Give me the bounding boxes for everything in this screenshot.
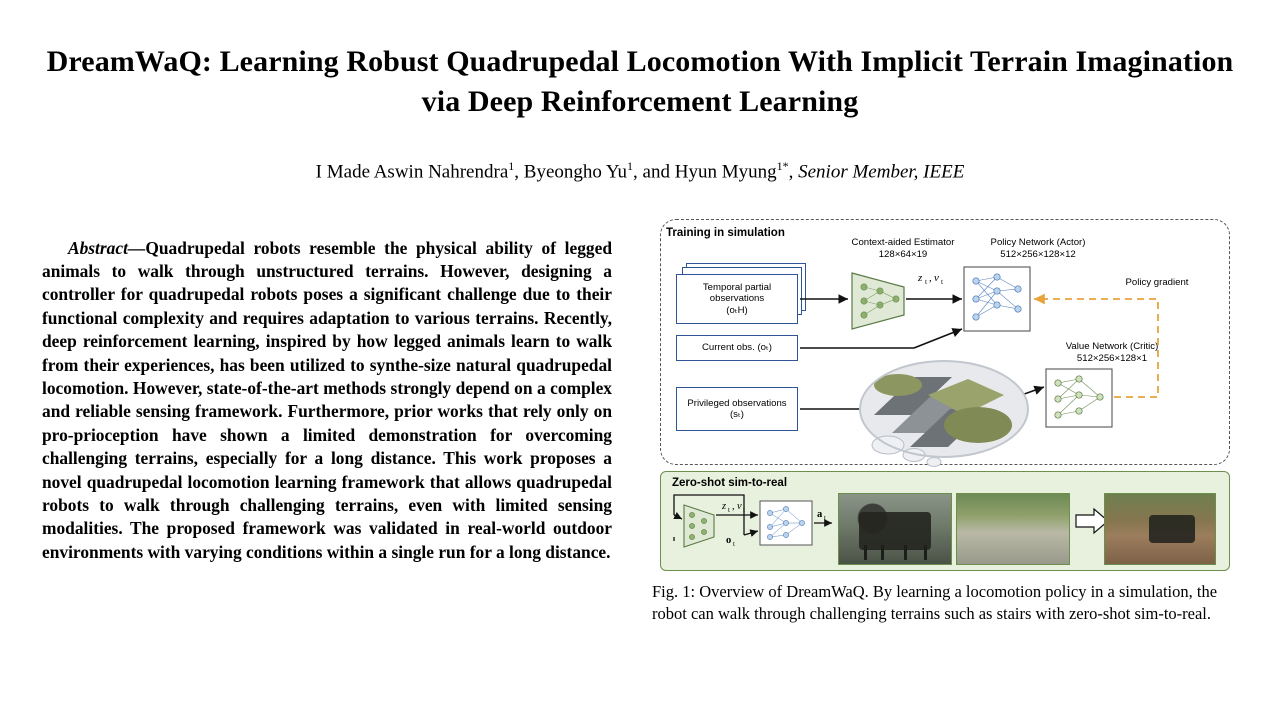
author-separator-2: , and: [633, 161, 675, 183]
current-observation-block: Current obs. (oₜ): [676, 335, 798, 361]
photo-real-robot-stairs: [1104, 493, 1216, 565]
author-2: Byeongho Yu: [523, 161, 628, 183]
svg-text:o: o: [726, 535, 732, 547]
svg-text:a: a: [817, 509, 823, 521]
author-separator-3: ,: [788, 161, 799, 183]
svg-text:,: ,: [929, 272, 932, 285]
value-network-title: Value Network (Critic): [1065, 341, 1159, 353]
svg-text:t: t: [743, 506, 745, 515]
author-separator-1: ,: [514, 161, 524, 183]
policy-gradient-label: Policy gradient: [1125, 277, 1189, 289]
svg-text:,: ,: [732, 501, 735, 513]
two-column-body: [42, 219, 1238, 625]
abstract-text: Quadrupedal robots resemble the physical ability of legged animals to walk through unstructured terrains. However, designing a controller for quadrupedal robots poses a significant challenge due to their functional complexity and requires adaptation to various terrains. Recently, deep reinforcement learning, inspired by how legged animals learn to walk from their experiences, has been utilized to synthe-size natural quadrupedal locomotion. However, state-of-the-art methods strongly depend on a complex and reliable sensing framework. Furthermore, prior works that rely only on pro-prioception have shown a limited demonstration for overcoming challenging terrains, especially for a long distance. This work proposes a novel quadrupedal locomotion learning framework that allows quadrupedal robots to walk through challenging terrains, even with limited sensing modalities. The proposed framework was validated in real-world outdoor environments with varying conditions within a single run for a long distance.: [42, 237, 612, 562]
figure-1: [652, 219, 1238, 625]
svg-text:z: z: [918, 272, 923, 285]
svg-text:t: t: [733, 540, 735, 549]
paper-page: [0, 42, 1280, 724]
robot-legs: [861, 545, 930, 560]
photo-sim-robot: [838, 493, 952, 565]
zero-shot-panel-label: Zero-shot sim-to-real: [672, 477, 788, 490]
figure-graphic: [652, 219, 1238, 571]
privileged-observations-line-1: Privileged observations: [687, 397, 787, 409]
svg-text:t: t: [824, 514, 826, 523]
author-2-affiliation-marker: 1: [627, 159, 634, 174]
author-1: I Made Aswin Nahrendra: [315, 161, 509, 183]
estimator-title: Context-aided Estimator: [851, 237, 955, 249]
author-3-affiliation-marker: 1*: [776, 159, 789, 174]
author-membership: Senior Member, IEEE: [798, 161, 965, 183]
temporal-observations-line-1: Temporal partial: [702, 281, 772, 293]
author-3: Hyun Myung: [674, 161, 777, 183]
author-1-affiliation-marker: 1: [508, 159, 515, 174]
temporal-observations-symbol: (oₜH): [726, 304, 748, 316]
abstract-lead-in: Abstract—: [68, 237, 146, 258]
svg-text:t: t: [925, 277, 928, 287]
training-panel-label: Training in simulation: [666, 227, 785, 240]
left-column: [42, 219, 612, 625]
value-network-dims: 512×256×128×1: [1076, 353, 1148, 365]
figure-caption: Fig. 1: Overview of DreamWaQ. By learning a locomotion policy in a simulation, the robot can walk through challenging terrains such as stairs with zero-shot sim-to-real.: [652, 582, 1218, 623]
real-robot-body: [1149, 515, 1195, 543]
right-column: [652, 219, 1238, 625]
policy-network-title: Policy Network (Actor): [990, 237, 1086, 249]
temporal-observations-line-2: observations: [709, 293, 765, 305]
privileged-observations-symbol: (sₜ): [729, 409, 744, 421]
svg-text:z: z: [722, 501, 727, 513]
author-list: [42, 159, 1238, 185]
svg-text:t: t: [941, 277, 944, 287]
svg-text:v: v: [934, 272, 939, 285]
estimator-dims: 128×64×19: [878, 249, 928, 261]
photo-real-terrain: [956, 493, 1070, 565]
page-title: DreamWaQ: Learning Robust Quadrupedal Locomotion With Implicit Terrain Imagination via Deep Reinforcement Learning: [46, 45, 1234, 118]
policy-network-dims: 512×256×128×12: [1000, 249, 1076, 261]
abstract-paragraph: [42, 237, 612, 565]
svg-text:v: v: [737, 501, 742, 513]
svg-text:t: t: [728, 506, 730, 515]
